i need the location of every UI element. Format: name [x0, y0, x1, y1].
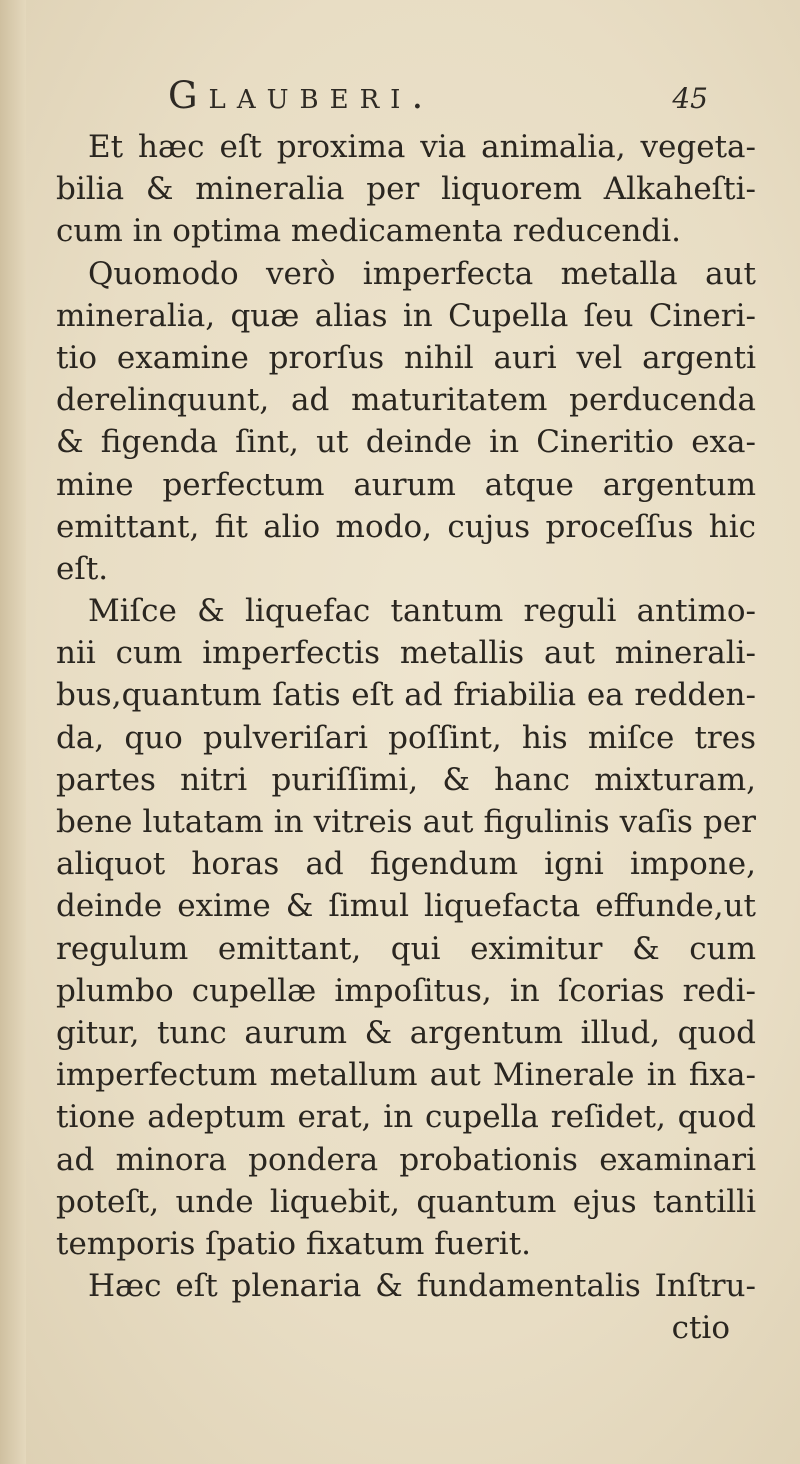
text-line: tio examine prorſus nihil auri vel argenti [56, 339, 756, 376]
text-line: poteſt, unde liquebit, quantum ejus tantilli [56, 1183, 756, 1220]
text-line: emittant, fit alio modo, cujus proceſſus hic [56, 508, 756, 545]
text-line: mine perfectum aurum atque argentum [56, 466, 756, 503]
text-line: bus,quantum ſatis eſt ad friabilia ea redden- [56, 677, 756, 714]
text-line: Quomodo verò imperfecta metalla aut [88, 255, 756, 292]
text-line: eſt. [56, 550, 109, 587]
text-line: partes nitri puriſſimi, & hanc mixturam, [56, 761, 756, 798]
page-header [168, 74, 708, 118]
body-text [56, 126, 756, 1349]
text-line: Miſce & liquefac tantum reguli antimo- [88, 593, 756, 630]
text-line: da, quo pulveriſari poſſint, his miſce tres [56, 719, 756, 756]
page-gutter [0, 0, 26, 1464]
text-line: bilia & mineralia per liquorem Alkaheſti- [56, 171, 756, 208]
text-line: Et hæc eſt proxima via animalia, vegeta- [88, 129, 756, 165]
text-line: bene lutatam in vitreis aut figulinis vaſis per [56, 804, 756, 840]
text-line: Hæc eſt plenaria & fundamentalis Inſtru- [88, 1268, 756, 1305]
text-line: ad minora pondera probationis examinari [56, 1141, 756, 1178]
text-line: deinde exime & ſimul liquefacta effunde,ut [56, 888, 756, 925]
text-line: derelinquunt, ad maturitatem perducenda [56, 382, 756, 419]
text-line: imperfectum metallum aut Minerale in fixa- [56, 1057, 756, 1094]
text-line: aliquot horas ad figendum igni impone, [56, 846, 756, 883]
text-line: temporis ſpatio fixatum fuerit. [56, 1225, 532, 1262]
running-head: Glauberi. [168, 74, 435, 117]
text-line: tione adeptum erat, in cupella reſidet, quod [56, 1099, 756, 1136]
text-line: nii cum imperfectis metallis aut minerali- [56, 635, 756, 672]
text-line: regulum emittant, qui eximitur & cum [56, 930, 756, 967]
text-line: & figenda ſint, ut deinde in Cineritio exa- [56, 424, 756, 461]
text-line: cum in optima medicamenta reducendi. [56, 213, 682, 250]
page-number: 45 [672, 82, 708, 115]
catchword: ctio [671, 1310, 730, 1347]
text-line: mineralia, quæ alias in Cupella ſeu Cineri- [56, 297, 756, 334]
text-line: plumbo cupellæ impoſitus, in ſcorias redi- [56, 972, 756, 1009]
text-line: gitur, tunc aurum & argentum illud, quod [56, 1014, 756, 1051]
